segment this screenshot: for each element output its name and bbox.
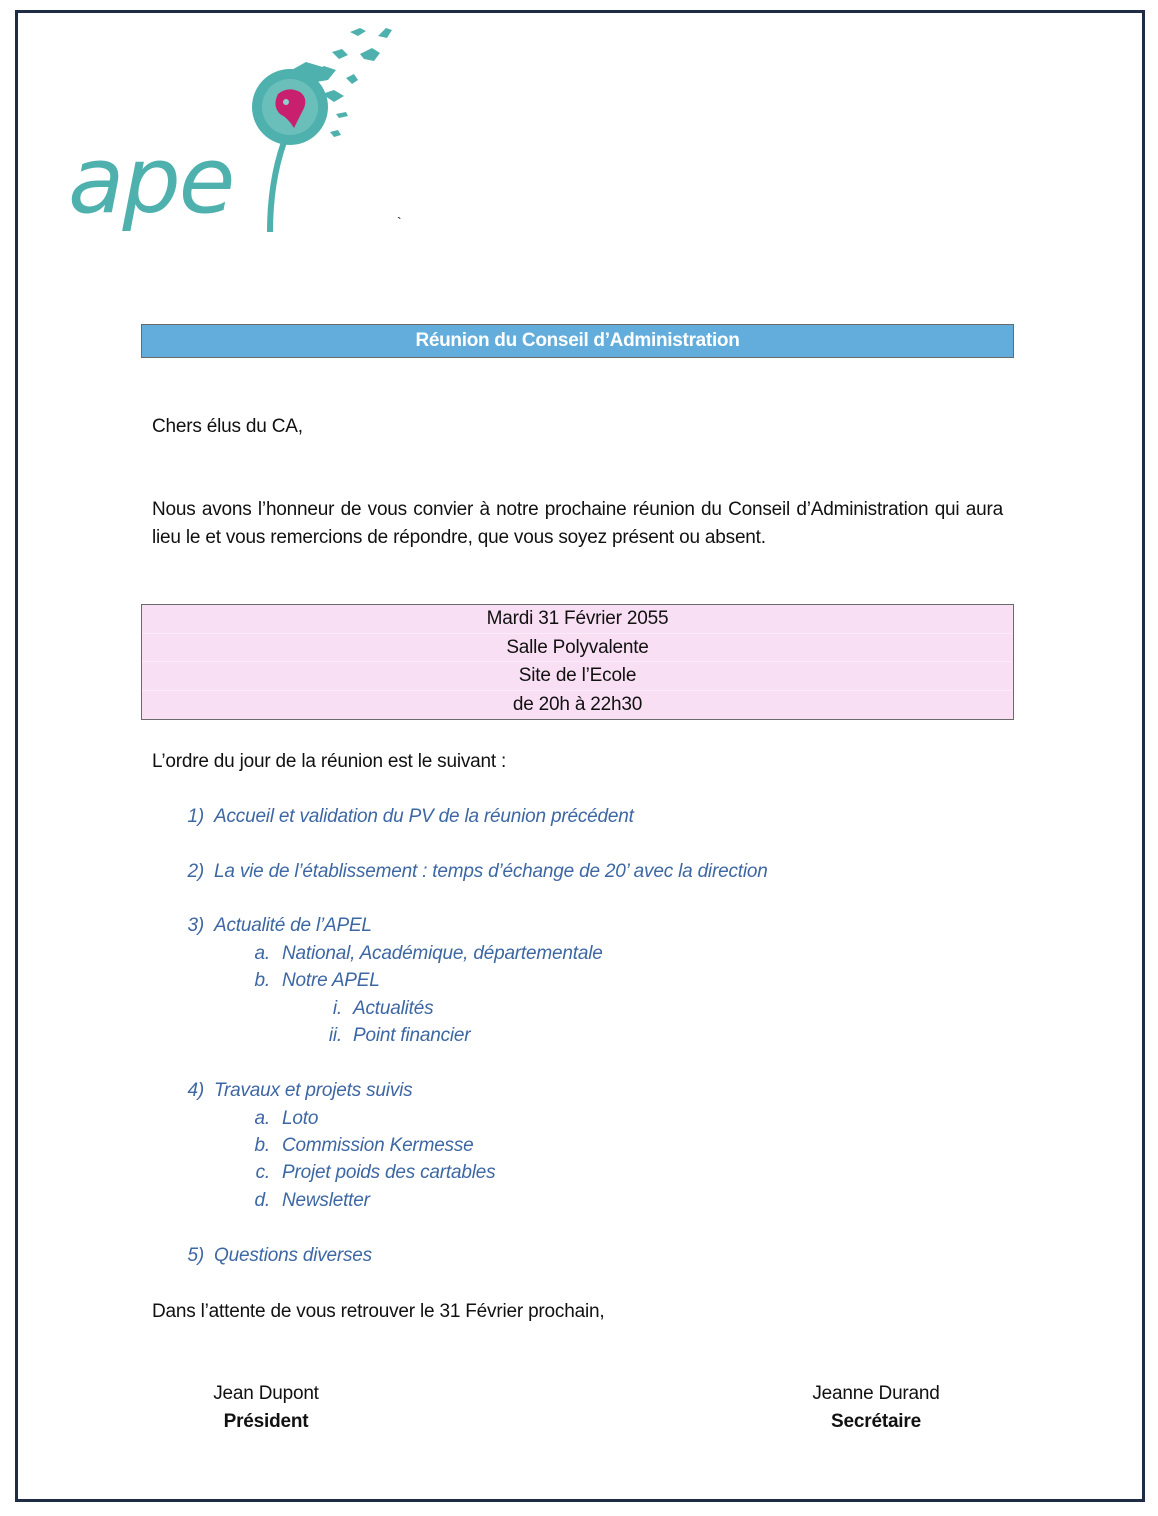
agenda-subitem-letter: a.: [254, 1108, 270, 1129]
agenda-subitem-letter: a.: [254, 943, 270, 964]
meeting-room: Salle Polyvalente: [142, 634, 1013, 663]
agenda-subitem-letter: c.: [255, 1162, 270, 1183]
agenda-subitem-label: Notre APEL: [282, 970, 380, 991]
agenda-subsubitem: [318, 1022, 470, 1050]
agenda-item-number: 4): [187, 1080, 204, 1101]
agenda-item: [180, 1242, 372, 1270]
agenda-item: [180, 858, 768, 886]
agenda-subitem-label: National, Académique, départementale: [282, 943, 603, 964]
meeting-date: Mardi 31 Février 2055: [142, 605, 1013, 634]
agenda-subitem: [246, 1159, 495, 1187]
stray-mark: `: [397, 214, 402, 230]
svg-text:ape: ape: [68, 127, 234, 234]
agenda-subitem-label: Commission Kermesse: [282, 1135, 474, 1156]
agenda-item-label: Travaux et projets suivis: [214, 1080, 413, 1101]
agenda-subitem-letter: b.: [254, 970, 270, 991]
agenda-item-number: 5): [187, 1245, 204, 1266]
document-title-bar: [141, 324, 1014, 358]
agenda-subitem: [246, 1105, 318, 1133]
greeting: Chers élus du CA,: [152, 416, 303, 437]
agenda-subitem-letter: d.: [254, 1190, 270, 1211]
agenda-subitem-label: Newsletter: [282, 1190, 370, 1211]
agenda-item-label: Questions diverses: [214, 1245, 372, 1266]
agenda-subitem-letter: b.: [254, 1135, 270, 1156]
meeting-details-box: [141, 604, 1014, 720]
signatory-role: Secrétaire: [831, 1410, 921, 1432]
meeting-time: de 20h à 22h30: [512, 693, 643, 715]
agenda-item-number: 1): [187, 806, 204, 827]
agenda-item-number: 2): [187, 861, 204, 882]
dandelion-logo-icon: [60, 14, 410, 244]
intro-paragraph: Nous avons l’honneur de vous convier à notre prochaine réunion du Conseil d’Administration qui aura lieu le et vous remercions de répondre, que vous soyez présent ou absent.: [152, 499, 1003, 548]
agenda-intro: L’ordre du jour de la réunion est le suivant :: [152, 751, 507, 772]
agenda-item-label: Actualité de l’APEL: [214, 915, 372, 936]
signatory-name: Jean Dupont: [213, 1383, 319, 1404]
agenda-item: [180, 912, 372, 940]
signatory-role: Président: [223, 1410, 309, 1432]
signatory-name: Jeanne Durand: [812, 1383, 940, 1404]
agenda-subsubitem-numeral: i.: [332, 998, 342, 1019]
agenda-subitem-label: Projet poids des cartables: [282, 1162, 496, 1183]
agenda-subsubitem: [318, 995, 433, 1023]
agenda-subitem: [246, 1187, 370, 1215]
agenda-item: [180, 1077, 412, 1105]
signature-secretary: [796, 1380, 956, 1435]
agenda-subsubitem-label: Point financier: [353, 1025, 471, 1046]
agenda-item-number: 3): [187, 915, 204, 936]
agenda-subsubitem-label: Actualités: [353, 998, 434, 1019]
signature-president: [196, 1380, 336, 1435]
agenda-subitem: [246, 967, 380, 995]
closing-line: Dans l’attente de vous retrouver le 31 Février prochain,: [152, 1301, 605, 1322]
agenda-subitem: [246, 1132, 474, 1160]
agenda-item: [180, 803, 634, 831]
agenda-item-label: La vie de l’établissement : temps d’échange de 20’ avec la direction: [214, 861, 768, 882]
agenda-subitem-label: Loto: [282, 1108, 319, 1129]
agenda-subitem: [246, 940, 603, 968]
meeting-site: Site de l’Ecole: [142, 662, 1013, 691]
apel-logo: [60, 14, 410, 244]
agenda-item-label: Accueil et validation du PV de la réunion précédent: [214, 806, 634, 827]
agenda-subsubitem-numeral: ii.: [328, 1025, 342, 1046]
document-title: Réunion du Conseil d’Administration: [415, 330, 740, 351]
